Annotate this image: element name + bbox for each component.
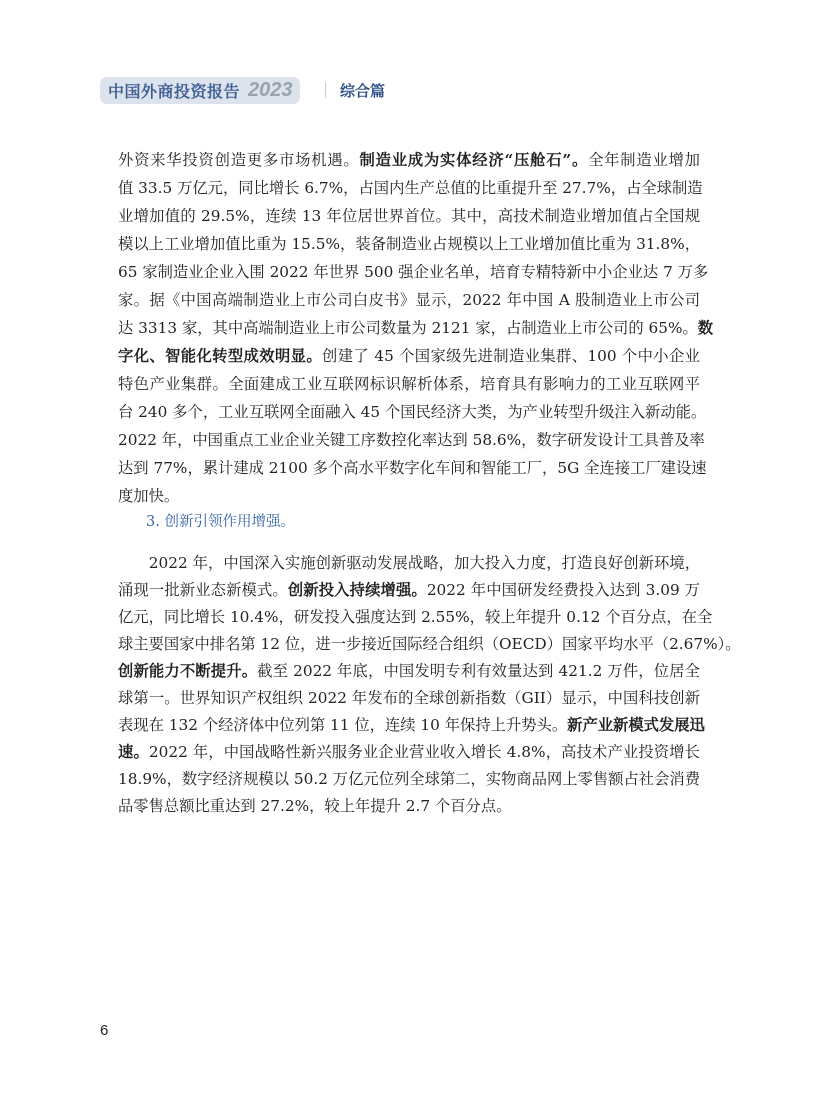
text-line [118,454,707,482]
text-line [118,631,741,658]
bold-text: 创新投入持续增强。 [287,581,427,599]
text-segment: 业增加值的 29.5%，连续 13 年位居世界首位。其中，高技术制造业增加值占全国规 [118,207,700,225]
text-segment: 度加快。 [118,487,180,505]
text-segment: 18.9%，数字经济规模以 50.2 万亿元位列全球第二，实物商品网上零售额占社会消费 [118,770,700,788]
text-segment: 球主要国家中排名第 12 位，进一步接近国际经合组织（OECD）国家平均水平（2.67%）。 [118,635,741,653]
text-line [118,766,700,793]
text-segment: 65 家制造业企业入围 2022 年世界 500 强企业名单，培育专精特新中小企业达 7 万多 [118,263,709,281]
text-line [118,604,713,631]
text-line [118,550,700,577]
header-divider [325,82,326,98]
text-line [118,739,700,766]
text-segment: 亿元，同比增长 10.4%，研发投入强度达到 2.55%，较上年提升 0.12 个百分点，在全 [118,608,713,626]
text-line [118,658,700,685]
text-line [118,174,703,202]
bold-text: 创新能力不断提升。 [118,662,258,680]
text-segment: 达到 77%，累计建成 2100 多个高水平数字化车间和智能工厂，5G 全连接工厂建设速 [118,459,707,477]
text-line [118,793,700,820]
text-segment: 品零售总额比重达到 27.2%，较上年提升 2.7 个百分点。 [118,797,512,815]
text-segment: 外资来华投资创造更多市场机遇。 [118,151,360,169]
bold-text: 字化、智能化转型成效明显。 [118,347,323,365]
subheading: 3. 创新引领作用增强。 [146,514,295,530]
bold-text: 新产业新模式发展迅 [567,716,705,734]
text-line [118,202,700,230]
text-line [118,342,700,370]
text-segment: 达 3313 家，其中高端制造业上市公司数量为 2121 家，占制造业上市公司的 65%。 [118,319,698,337]
text-segment: 模以上工业增加值比重为 15.5%，装备制造业占规模以上工业增加值比重为 31.8%， [118,235,700,253]
text-segment: 台 240 多个，工业互联网全面融入 45 个国民经济大类，为产业转型升级注入新动能。 [118,403,707,421]
report-title-badge [100,77,300,104]
text-segment: 2022 年，中国重点工业企业关键工序数控化率达到 58.6%，数字研发设计工具普及率 [118,431,705,449]
text-segment: 涌现一批新业态新模式。 [118,581,288,599]
text-segment: 2022 年中国研发经费投入达到 3.09 万 [426,581,700,599]
text-segment: 家。据《中国高端制造业上市公司白皮书》显示，2022 年中国 A 股制造业上市公司 [118,291,700,309]
text-line [118,314,714,342]
text-segment: 全年制造业增加 [588,151,700,169]
report-title: 中国外商投资报告 [108,82,241,101]
text-line [118,426,705,454]
text-segment: 值 33.5 万亿元，同比增长 6.7%，占国内生产总值的比重提升至 27.7%，占全球制造 [118,179,703,197]
bold-text: 速。 [118,743,149,761]
text-line [118,398,707,426]
text-line [118,258,709,286]
text-segment: 2022 年，中国战略性新兴服务业企业营业收入增长 4.8%，高技术产业投资增长 [148,743,700,761]
text-line [118,482,700,510]
text-line [118,286,700,314]
text-segment: 表现在 132 个经济体中位列第 11 位，连续 10 年保持上升势头。 [118,716,568,734]
text-line [118,577,700,604]
text-line [118,712,705,739]
text-segment: 截至 2022 年底，中国发明专利有效量达到 421.2 万件，位居全 [257,662,700,680]
text-line [118,685,700,712]
text-line [118,146,700,174]
paragraph-1 [118,146,714,510]
bold-text: 制造业成为实体经济“压舱石”。 [359,151,589,169]
text-segment: 2022 年，中国深入实施创新驱动发展战略，加大投入力度，打造良好创新环境， [118,554,700,572]
text-line [118,230,700,258]
text-segment: 创建了 45 个国家级先进制造业集群、100 个中小企业 [322,347,700,365]
section-title: 综合篇 [340,82,386,100]
text-segment: 特色产业集群。全面建成工业互联网标识解析体系，培育具有影响力的工业互联网平 [118,375,700,393]
report-year: 2023 [248,79,293,101]
text-line [118,370,700,398]
paragraph-2 [118,550,741,820]
page-number: 6 [100,1022,109,1039]
text-segment: 球第一。世界知识产权组织 2022 年发布的全球创新指数（GII）显示，中国科技创新 [118,689,700,707]
bold-text: 数 [697,319,714,337]
